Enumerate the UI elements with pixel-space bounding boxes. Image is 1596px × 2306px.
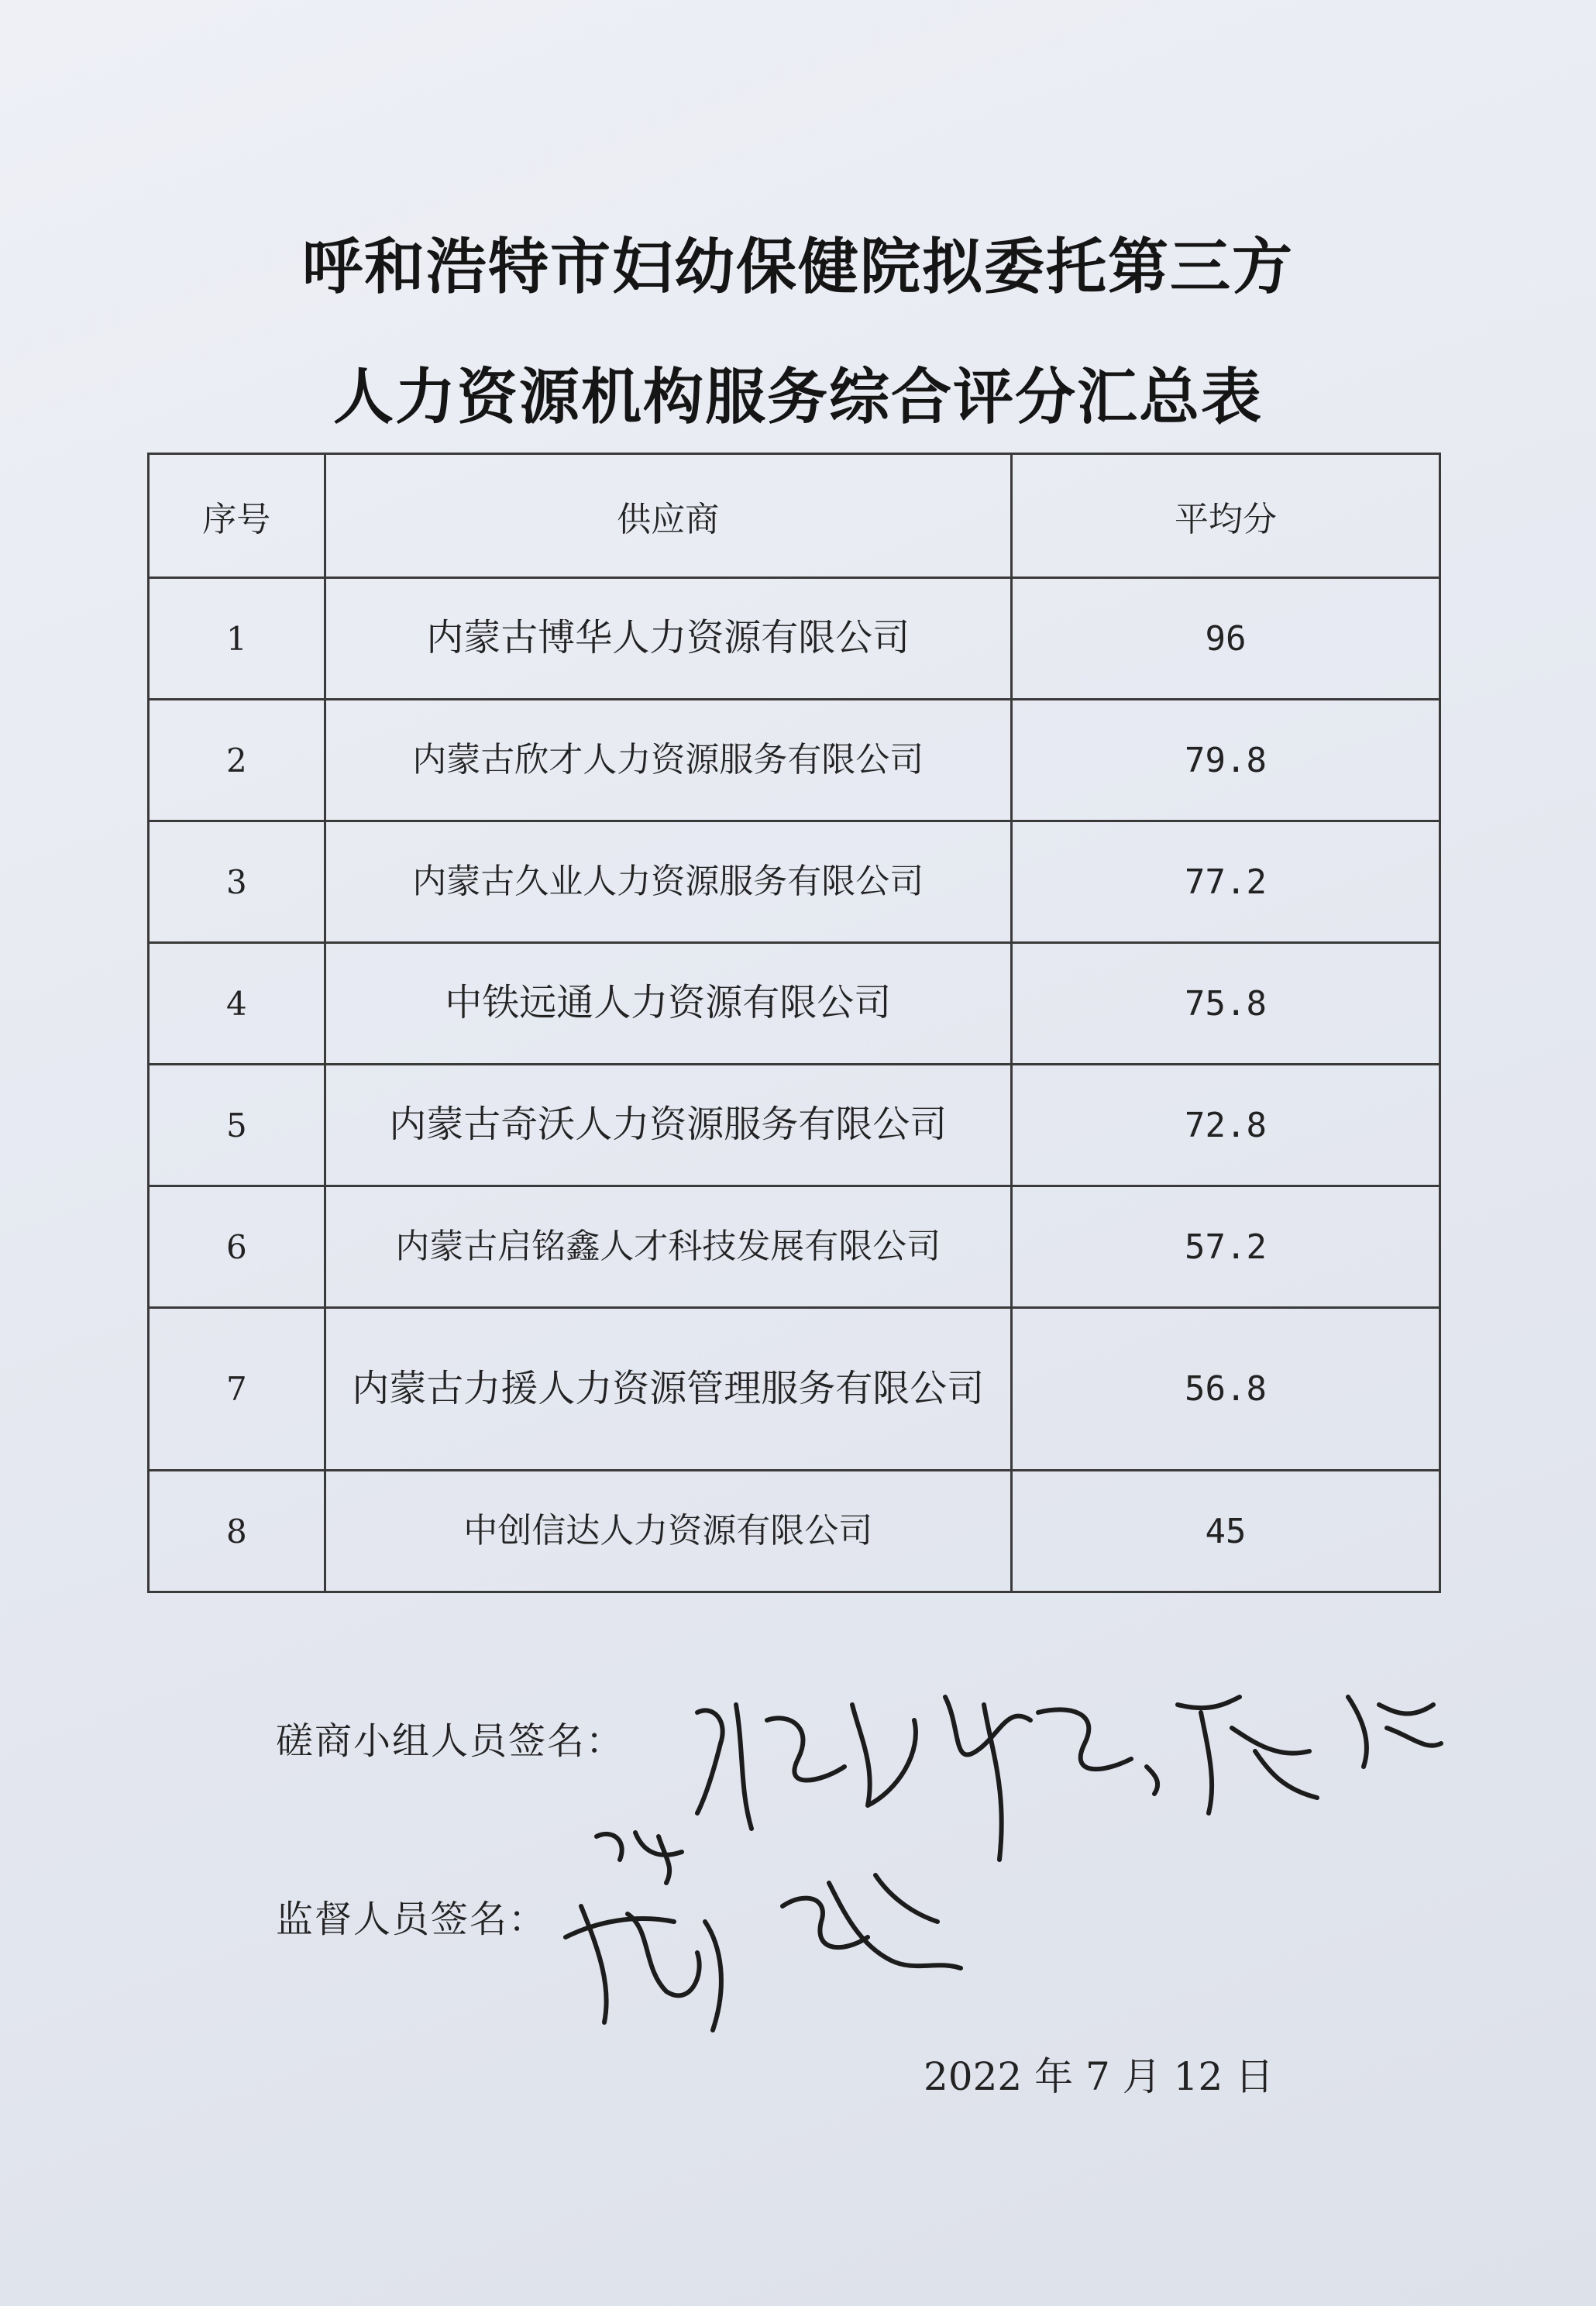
row-supplier: 内蒙古久业人力资源服务有限公司 — [325, 821, 1011, 943]
document-title-line-1: 呼和浩特市妇幼保健院拟委托第三方 — [301, 232, 1294, 302]
row-number: 6 — [149, 1186, 325, 1308]
row-average-score: 72.8 — [1011, 1065, 1439, 1186]
row-supplier: 中创信达人力资源有限公司 — [325, 1471, 1011, 1592]
table-row — [149, 1065, 1440, 1186]
table-row — [149, 578, 1440, 700]
row-number: 7 — [149, 1308, 325, 1471]
row-supplier: 内蒙古力援人力资源管理服务有限公司 — [325, 1308, 1011, 1471]
row-supplier: 内蒙古启铭鑫人才科技发展有限公司 — [325, 1186, 1011, 1308]
row-number: 1 — [149, 578, 325, 700]
row-number: 4 — [149, 943, 325, 1065]
row-average-score: 45 — [1011, 1471, 1439, 1592]
row-supplier: 内蒙古欣才人力资源服务有限公司 — [325, 700, 1011, 821]
row-number: 2 — [149, 700, 325, 821]
table-row — [149, 700, 1440, 821]
header-number: 序号 — [149, 454, 325, 578]
row-average-score: 57.2 — [1011, 1186, 1439, 1308]
row-supplier: 中铁远通人力资源有限公司 — [325, 943, 1011, 1065]
document-title-line-2: 人力资源机构服务综合评分汇总表 — [332, 363, 1263, 432]
row-number: 5 — [149, 1065, 325, 1186]
row-average-score: 96 — [1011, 578, 1439, 700]
row-supplier: 内蒙古奇沃人力资源服务有限公司 — [325, 1065, 1011, 1186]
score-summary-table — [147, 453, 1441, 1593]
header-average-score: 平均分 — [1011, 454, 1439, 578]
table-row — [149, 943, 1440, 1065]
row-average-score: 77.2 — [1011, 821, 1439, 943]
table-row — [149, 1308, 1440, 1471]
row-average-score: 79.8 — [1011, 700, 1439, 821]
panel-signature-label: 磋商小组人员签名： — [276, 1719, 625, 1763]
table-row — [149, 1186, 1440, 1308]
row-supplier: 内蒙古博华人力资源有限公司 — [325, 578, 1011, 700]
table-row — [149, 1471, 1440, 1592]
header-supplier: 供应商 — [325, 454, 1011, 578]
row-number: 3 — [149, 821, 325, 943]
supervisor-handwritten-signatures — [550, 1805, 984, 2038]
table-row — [149, 821, 1440, 943]
table-header-row — [149, 454, 1440, 578]
row-average-score: 56.8 — [1011, 1308, 1439, 1471]
supervisor-signature-label: 监督人员签名： — [276, 1898, 548, 1941]
row-average-score: 75.8 — [1011, 943, 1439, 1065]
row-number: 8 — [149, 1471, 325, 1592]
document-date: 2022 年 7 月 12 日 — [924, 2054, 1274, 2099]
